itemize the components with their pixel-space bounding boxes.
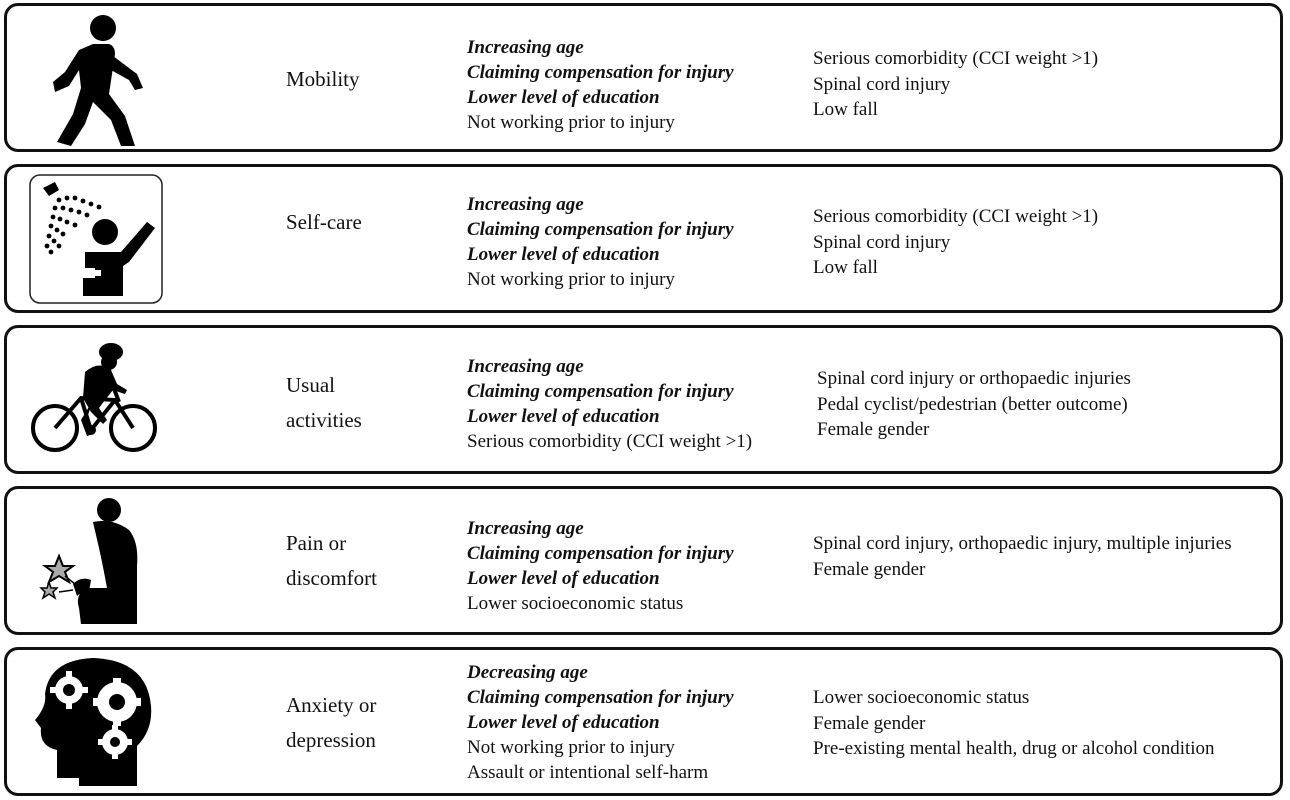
factor-bold: Claiming compensation for injury bbox=[467, 543, 734, 564]
other-factor: Pre-existing mental health, drug or alcohol condition bbox=[813, 738, 1215, 759]
domain-text: Mobility bbox=[286, 67, 360, 91]
other-factor: Spinal cord injury bbox=[813, 231, 951, 253]
factor-bold: Claiming compensation for injury bbox=[467, 687, 734, 708]
row-pain-or-discomfort bbox=[4, 486, 1283, 635]
domain-text: Pain or bbox=[286, 531, 347, 555]
factor-bold: Lower level of education bbox=[467, 87, 660, 108]
other-factor: Female gender bbox=[817, 419, 930, 440]
row-mobility bbox=[4, 3, 1283, 152]
other-factor: Lower socioeconomic status bbox=[813, 687, 1030, 708]
domain-label bbox=[286, 688, 376, 758]
factors-column bbox=[467, 35, 734, 135]
row-self-care bbox=[4, 164, 1283, 313]
factor-plain: Assault or intentional self-harm bbox=[467, 762, 709, 783]
cyclist-icon bbox=[21, 328, 171, 471]
other-factor: Serious comorbidity (CCI weight >1) bbox=[813, 48, 1099, 69]
domain-label bbox=[286, 368, 362, 438]
other-factor: Spinal cord injury or orthopaedic injuries bbox=[817, 368, 1131, 389]
factor-bold: Lower level of education bbox=[467, 244, 660, 265]
factor-plain: Serious comorbidity (CCI weight >1) bbox=[467, 431, 753, 452]
factor-bold: Lower level of education bbox=[467, 712, 660, 733]
domain-text: Usual bbox=[286, 373, 335, 397]
domain-text: discomfort bbox=[286, 566, 377, 590]
domain-text: depression bbox=[286, 728, 376, 752]
other-factors-column bbox=[813, 685, 1215, 762]
domain-text: Self-care bbox=[286, 210, 362, 234]
factor-bold: Increasing age bbox=[467, 356, 584, 377]
factor-bold: Claiming compensation for injury bbox=[467, 62, 734, 83]
row-anxiety-or-depression bbox=[4, 647, 1283, 796]
other-factors-column bbox=[813, 531, 1232, 582]
other-factor: Pedal cyclist/pedestrian (better outcome) bbox=[817, 393, 1128, 415]
other-factor: Female gender bbox=[813, 712, 926, 734]
other-factor: Low fall bbox=[813, 257, 878, 278]
head-gears-icon bbox=[21, 650, 171, 793]
other-factors-column bbox=[813, 46, 1098, 123]
factor-bold: Lower level of education bbox=[467, 406, 660, 427]
factor-bold: Lower level of education bbox=[467, 568, 660, 589]
factor-bold: Claiming compensation for injury bbox=[467, 219, 734, 240]
factors-column bbox=[467, 660, 734, 785]
domain-text: Anxiety or bbox=[286, 693, 377, 717]
factor-bold: Increasing age bbox=[467, 37, 584, 58]
other-factor: Spinal cord injury bbox=[813, 73, 951, 95]
factor-plain: Not working prior to injury bbox=[467, 737, 675, 758]
factor-plain: Not working prior to injury bbox=[467, 112, 675, 133]
domain-label bbox=[286, 526, 377, 596]
other-factors-column bbox=[813, 204, 1098, 281]
factor-bold: Increasing age bbox=[467, 518, 584, 539]
factor-bold: Increasing age bbox=[467, 194, 584, 215]
other-factors-column bbox=[817, 366, 1131, 443]
domain-label bbox=[286, 205, 362, 240]
domain-label bbox=[286, 62, 360, 97]
back-pain-icon bbox=[21, 489, 171, 632]
other-factor: Low fall bbox=[813, 99, 878, 120]
factors-column bbox=[467, 516, 734, 616]
other-factor: Female gender bbox=[813, 558, 926, 580]
factor-plain: Not working prior to injury bbox=[467, 269, 675, 290]
factors-column bbox=[467, 192, 734, 292]
other-factor: Serious comorbidity (CCI weight >1) bbox=[813, 206, 1099, 227]
factor-bold: Decreasing age bbox=[467, 662, 588, 683]
row-usual-activities bbox=[4, 325, 1283, 474]
domain-text: activities bbox=[286, 408, 362, 432]
other-factor: Spinal cord injury, orthopaedic injury, multiple injuries bbox=[813, 533, 1232, 554]
showering-person-icon bbox=[21, 167, 171, 310]
walking-person-icon bbox=[21, 6, 171, 149]
factor-bold: Claiming compensation for injury bbox=[467, 381, 734, 402]
factor-plain: Lower socioeconomic status bbox=[467, 593, 684, 614]
factors-column bbox=[467, 354, 752, 454]
